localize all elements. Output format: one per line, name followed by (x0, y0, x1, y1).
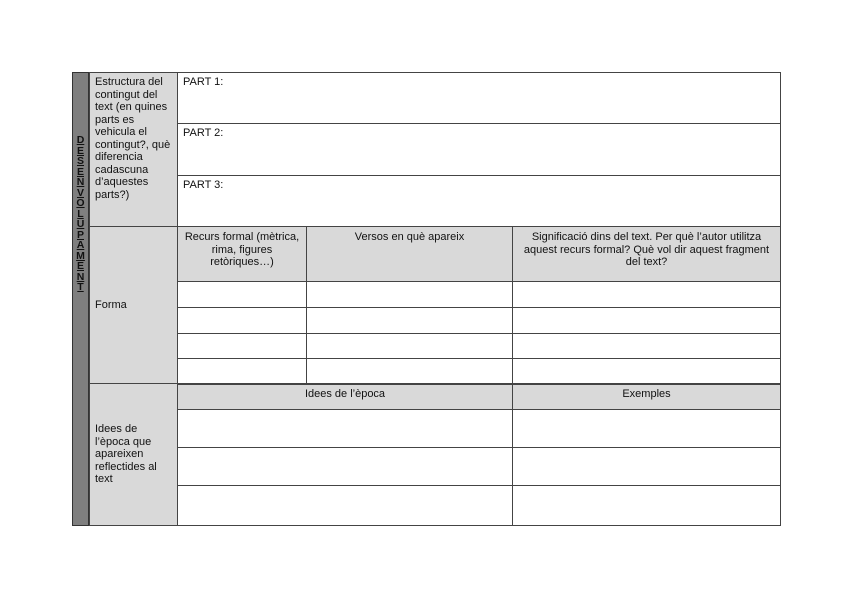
form-cell-significacio[interactable] (512, 358, 781, 385)
ideas-header-idees: Idees de l’època (177, 383, 513, 410)
form-cell-significacio[interactable] (512, 307, 781, 334)
ideas-cell-exemples[interactable] (512, 409, 781, 448)
ideas-label-text: Idees de l’època que apareixen reflectides al text (95, 423, 157, 486)
ideas-cell-idees[interactable] (177, 447, 513, 486)
form-header-versos: Versos en què apareix (306, 226, 513, 282)
side-label-letter: E (76, 144, 84, 157)
part-3-field[interactable]: PART 3: (177, 175, 781, 227)
side-label-letter: E (76, 165, 84, 178)
ideas-cell-exemples[interactable] (512, 447, 781, 486)
side-label-letter: N (76, 270, 85, 283)
form-cell-versos[interactable] (306, 281, 513, 308)
side-label-letter: E (76, 260, 84, 272)
ideas-header-exemples: Exemples (512, 383, 781, 410)
ideas-label (89, 383, 178, 526)
side-label-letter: D (76, 134, 85, 146)
side-label-letter: U (76, 218, 85, 230)
side-band (72, 72, 89, 526)
form-cell-significacio[interactable] (512, 281, 781, 308)
side-label-letter: S (76, 155, 84, 167)
side-label-letter: N (76, 176, 85, 188)
form-cell-versos[interactable] (306, 333, 513, 359)
form-cell-significacio[interactable] (512, 333, 781, 359)
worksheet-table (72, 72, 781, 526)
part-1-field[interactable]: PART 1: (177, 72, 781, 124)
ideas-cell-idees[interactable] (177, 409, 513, 448)
side-label-letter: O (76, 197, 85, 209)
form-cell-versos[interactable] (306, 358, 513, 385)
side-label-letter: L (77, 207, 84, 220)
ideas-cell-exemples[interactable] (512, 485, 781, 526)
structure-label: Estructura del contingut del text (en quines parts es vehicula el contingut?, què diferencia cadascuna d’aquestes parts?) (89, 72, 178, 227)
form-cell-versos[interactable] (306, 307, 513, 334)
form-cell-recurs[interactable] (177, 333, 307, 359)
ideas-cell-idees[interactable] (177, 485, 513, 526)
side-label-vertical (73, 135, 88, 293)
side-label-letter: T (77, 281, 84, 293)
form-header-recurs: Recurs formal (mètrica, rima, figures retòriques…) (177, 226, 307, 282)
side-label-letter: V (76, 186, 84, 199)
form-label (89, 226, 178, 384)
form-label-text: Forma (95, 298, 127, 311)
side-label-letter: M (76, 249, 85, 262)
form-cell-recurs[interactable] (177, 307, 307, 334)
form-header-significacio: Significació dins del text. Per què l’autor utilitza aquest recurs formal? Què vol dir aquest fragment del text? (512, 226, 781, 282)
part-2-field[interactable]: PART 2: (177, 123, 781, 176)
form-cell-recurs[interactable] (177, 281, 307, 308)
side-label-letter: P (76, 228, 84, 241)
side-label-letter: A (76, 239, 85, 251)
form-cell-recurs[interactable] (177, 358, 307, 385)
